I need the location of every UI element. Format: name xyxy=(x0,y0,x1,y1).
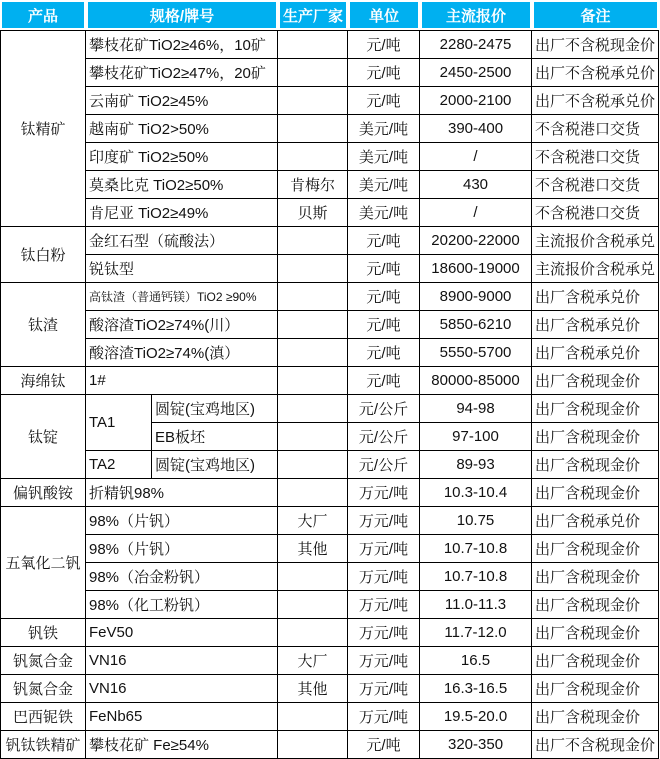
unit-cell: 万元/吨 xyxy=(348,535,420,563)
unit-cell: 元/吨 xyxy=(348,87,420,115)
spec-cell: 98%（化工粉钒） xyxy=(86,591,278,619)
price-cell: 97-100 xyxy=(420,423,532,451)
form-cell: EB板坯 xyxy=(152,423,278,451)
maker-cell xyxy=(278,479,348,507)
unit-cell: 万元/吨 xyxy=(348,675,420,703)
price-cell: 89-93 xyxy=(420,451,532,479)
unit-cell: 万元/吨 xyxy=(348,703,420,731)
spec-cell: 金红石型（硫酸法） xyxy=(86,227,278,255)
unit-cell: 美元/吨 xyxy=(348,115,420,143)
note-cell: 主流报价含税承兑 xyxy=(532,255,659,283)
note-cell: 出厂含税承兑价 xyxy=(532,283,659,311)
price-cell: 11.0-11.3 xyxy=(420,591,532,619)
product-cell: 钛白粉 xyxy=(0,227,86,283)
table-row xyxy=(0,535,659,563)
note-cell: 出厂不含税现金价 xyxy=(532,731,659,759)
form-cell: 圆锭(宝鸡地区) xyxy=(152,395,278,423)
price-cell: 10.3-10.4 xyxy=(420,479,532,507)
note-cell: 不含税港口交货 xyxy=(532,199,659,227)
price-cell: 8900-9000 xyxy=(420,283,532,311)
maker-cell: 大厂 xyxy=(278,647,348,675)
product-cell: 钒氮合金 xyxy=(0,647,86,675)
maker-cell xyxy=(278,115,348,143)
note-cell: 出厂含税现金价 xyxy=(532,619,659,647)
table-row xyxy=(0,675,659,703)
col-header-product: 产品 xyxy=(0,0,86,30)
price-cell: 18600-19000 xyxy=(420,255,532,283)
col-header-price: 主流报价 xyxy=(420,0,532,30)
spec-cell: FeV50 xyxy=(86,619,278,647)
maker-cell xyxy=(278,255,348,283)
table-row xyxy=(0,171,659,199)
spec-cell: 攀枝花矿TiO2≥46%，10矿 xyxy=(86,30,278,59)
unit-cell: 元/公斤 xyxy=(348,423,420,451)
col-header-note: 备注 xyxy=(532,0,659,30)
price-cell: 2000-2100 xyxy=(420,87,532,115)
spec-cell: 1# xyxy=(86,367,278,395)
product-cell: 五氧化二钒 xyxy=(0,507,86,619)
table-row xyxy=(0,647,659,675)
note-cell: 出厂含税现金价 xyxy=(532,451,659,479)
spec-cell: 越南矿 TiO2>50% xyxy=(86,115,278,143)
table-row xyxy=(0,563,659,591)
note-cell: 出厂含税现金价 xyxy=(532,591,659,619)
unit-cell: 美元/吨 xyxy=(348,199,420,227)
spec-cell: 98%（片钒） xyxy=(86,535,278,563)
table-row xyxy=(0,30,659,59)
unit-cell: 万元/吨 xyxy=(348,563,420,591)
maker-cell: 大厂 xyxy=(278,507,348,535)
maker-cell xyxy=(278,367,348,395)
spec-cell: 肯尼亚 TiO2≥49% xyxy=(86,199,278,227)
price-cell: / xyxy=(420,199,532,227)
col-header-unit: 单位 xyxy=(348,0,420,30)
product-cell: 偏钒酸铵 xyxy=(0,479,86,507)
product-cell: 钛精矿 xyxy=(0,30,86,227)
unit-cell: 元/吨 xyxy=(348,731,420,759)
unit-cell: 元/公斤 xyxy=(348,451,420,479)
table-row xyxy=(0,731,659,759)
table-row xyxy=(0,87,659,115)
table-row xyxy=(0,395,659,423)
product-cell: 钛锭 xyxy=(0,395,86,479)
table-row xyxy=(0,479,659,507)
spec-cell: 攀枝花矿 Fe≥54% xyxy=(86,731,278,759)
table-row xyxy=(0,339,659,367)
maker-cell xyxy=(278,339,348,367)
price-cell: 5850-6210 xyxy=(420,311,532,339)
maker-cell xyxy=(278,283,348,311)
grade-cell: TA2 xyxy=(86,451,152,479)
price-cell: 5550-5700 xyxy=(420,339,532,367)
unit-cell: 美元/吨 xyxy=(348,171,420,199)
price-cell: 16.3-16.5 xyxy=(420,675,532,703)
table-row xyxy=(0,703,659,731)
table-row xyxy=(0,283,659,311)
maker-cell xyxy=(278,563,348,591)
note-cell: 出厂含税现金价 xyxy=(532,423,659,451)
maker-cell xyxy=(278,59,348,87)
note-cell: 出厂含税现金价 xyxy=(532,675,659,703)
price-cell: 2280-2475 xyxy=(420,30,532,59)
table-row xyxy=(0,507,659,535)
maker-cell xyxy=(278,703,348,731)
maker-cell: 其他 xyxy=(278,675,348,703)
spec-cell: 98%（片钒） xyxy=(86,507,278,535)
unit-cell: 元/吨 xyxy=(348,283,420,311)
price-cell: 11.7-12.0 xyxy=(420,619,532,647)
price-cell: 430 xyxy=(420,171,532,199)
maker-cell xyxy=(278,395,348,423)
product-cell: 钒钛铁精矿 xyxy=(0,731,86,759)
spec-cell: 酸溶渣TiO2≥74%(滇） xyxy=(86,339,278,367)
table-row xyxy=(0,143,659,171)
spec-cell: 印度矿 TiO2≥50% xyxy=(86,143,278,171)
note-cell: 不含税港口交货 xyxy=(532,171,659,199)
table-row xyxy=(0,619,659,647)
unit-cell: 美元/吨 xyxy=(348,143,420,171)
unit-cell: 万元/吨 xyxy=(348,507,420,535)
unit-cell: 万元/吨 xyxy=(348,619,420,647)
table-row xyxy=(0,59,659,87)
price-cell: 2450-2500 xyxy=(420,59,532,87)
product-cell: 海绵钛 xyxy=(0,367,86,395)
table-row xyxy=(0,451,659,479)
product-cell: 钛渣 xyxy=(0,283,86,367)
unit-cell: 万元/吨 xyxy=(348,647,420,675)
col-header-maker: 生产厂家 xyxy=(278,0,348,30)
price-cell: 390-400 xyxy=(420,115,532,143)
product-cell: 钒氮合金 xyxy=(0,675,86,703)
spec-cell: 高钛渣（普通钙镁）TiO2 ≥90% xyxy=(86,283,278,311)
maker-cell xyxy=(278,143,348,171)
unit-cell: 元/吨 xyxy=(348,367,420,395)
price-cell: / xyxy=(420,143,532,171)
product-cell: 钒铁 xyxy=(0,619,86,647)
note-cell: 出厂含税承兑价 xyxy=(532,311,659,339)
note-cell: 出厂含税现金价 xyxy=(532,535,659,563)
table-row xyxy=(0,227,659,255)
maker-cell xyxy=(278,619,348,647)
spec-cell: 98%（冶金粉钒） xyxy=(86,563,278,591)
maker-cell: 贝斯 xyxy=(278,199,348,227)
price-cell: 10.7-10.8 xyxy=(420,535,532,563)
unit-cell: 元/吨 xyxy=(348,339,420,367)
note-cell: 出厂不含税现金价 xyxy=(532,30,659,59)
unit-cell: 元/吨 xyxy=(348,227,420,255)
price-cell: 20200-22000 xyxy=(420,227,532,255)
note-cell: 出厂含税现金价 xyxy=(532,395,659,423)
price-cell: 10.75 xyxy=(420,507,532,535)
unit-cell: 元/公斤 xyxy=(348,395,420,423)
price-cell: 10.7-10.8 xyxy=(420,563,532,591)
note-cell: 出厂不含税承兑价 xyxy=(532,87,659,115)
grade-cell: TA1 xyxy=(86,395,152,451)
table-row xyxy=(0,367,659,395)
note-cell: 出厂不含税承兑价 xyxy=(532,59,659,87)
price-cell: 80000-85000 xyxy=(420,367,532,395)
maker-cell xyxy=(278,423,348,451)
spec-cell: VN16 xyxy=(86,675,278,703)
note-cell: 出厂含税承兑价 xyxy=(532,507,659,535)
maker-cell: 其他 xyxy=(278,535,348,563)
spec-cell: VN16 xyxy=(86,647,278,675)
unit-cell: 元/吨 xyxy=(348,59,420,87)
spec-cell: 攀枝花矿TiO2≥47%，20矿 xyxy=(86,59,278,87)
note-cell: 出厂含税现金价 xyxy=(532,647,659,675)
note-cell: 出厂含税现金价 xyxy=(532,703,659,731)
unit-cell: 万元/吨 xyxy=(348,591,420,619)
spec-cell: 云南矿 TiO2≥45% xyxy=(86,87,278,115)
price-cell: 19.5-20.0 xyxy=(420,703,532,731)
maker-cell: 肯梅尔 xyxy=(278,171,348,199)
form-cell: 圆锭(宝鸡地区) xyxy=(152,451,278,479)
maker-cell xyxy=(278,87,348,115)
note-cell: 出厂含税现金价 xyxy=(532,367,659,395)
maker-cell xyxy=(278,30,348,59)
unit-cell: 元/吨 xyxy=(348,30,420,59)
maker-cell xyxy=(278,227,348,255)
maker-cell xyxy=(278,311,348,339)
note-cell: 出厂含税现金价 xyxy=(532,479,659,507)
unit-cell: 元/吨 xyxy=(348,255,420,283)
spec-cell: FeNb65 xyxy=(86,703,278,731)
unit-cell: 元/吨 xyxy=(348,311,420,339)
note-cell: 出厂含税承兑价 xyxy=(532,339,659,367)
price-cell: 94-98 xyxy=(420,395,532,423)
table-row xyxy=(0,199,659,227)
table-row xyxy=(0,115,659,143)
header-row xyxy=(0,0,659,30)
maker-cell xyxy=(278,451,348,479)
note-cell: 不含税港口交货 xyxy=(532,143,659,171)
maker-cell xyxy=(278,591,348,619)
spec-cell: 折精钒98% xyxy=(86,479,278,507)
spec-cell: 锐钛型 xyxy=(86,255,278,283)
product-cell: 巴西铌铁 xyxy=(0,703,86,731)
unit-cell: 万元/吨 xyxy=(348,479,420,507)
price-cell: 320-350 xyxy=(420,731,532,759)
table-row xyxy=(0,311,659,339)
maker-cell xyxy=(278,731,348,759)
spec-cell: 莫桑比克 TiO2≥50% xyxy=(86,171,278,199)
table-row xyxy=(0,255,659,283)
note-cell: 主流报价含税承兑 xyxy=(532,227,659,255)
price-cell: 16.5 xyxy=(420,647,532,675)
spec-cell: 酸溶渣TiO2≥74%(川） xyxy=(86,311,278,339)
note-cell: 出厂含税现金价 xyxy=(532,563,659,591)
table-row xyxy=(0,591,659,619)
col-header-spec: 规格/牌号 xyxy=(86,0,278,30)
note-cell: 不含税港口交货 xyxy=(532,115,659,143)
